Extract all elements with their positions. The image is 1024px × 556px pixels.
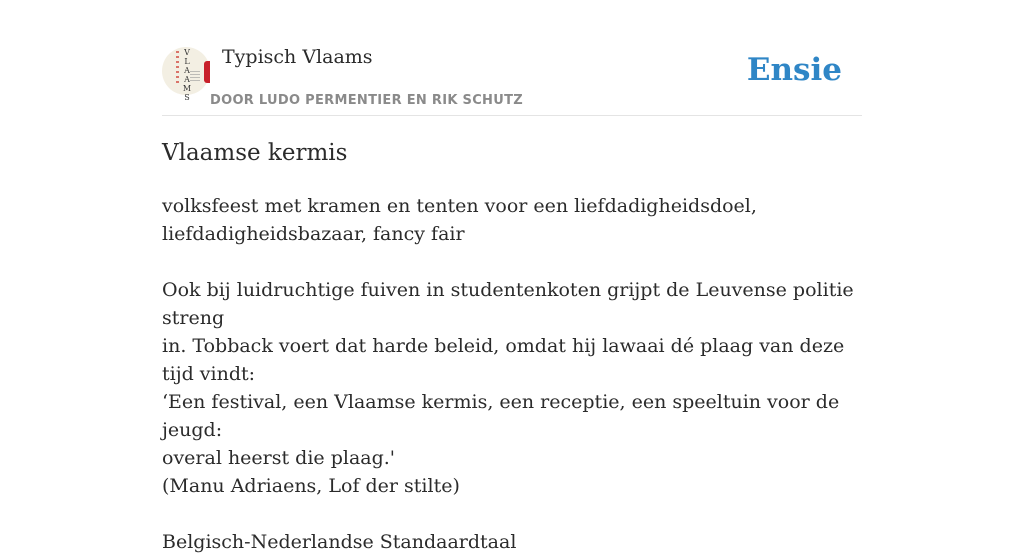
spacer bbox=[162, 500, 862, 528]
language-label: Belgisch-Nederlandse Standaardtaal bbox=[162, 531, 517, 553]
cover-red-tab bbox=[204, 61, 210, 83]
definition-line: liefdadigheidsbazaar, fancy fair bbox=[162, 223, 465, 245]
quote-line: overal heerst die plaag.' bbox=[162, 447, 396, 469]
quote-line: Ook bij luidruchtige fuiven in studentenkoten grijpt de Leuvense politie streng bbox=[162, 279, 854, 329]
quote-source: (Manu Adriaens, Lof der stilte) bbox=[162, 475, 460, 497]
book-authors: DOOR LUDO PERMENTIER EN RIK SCHUTZ bbox=[210, 93, 523, 108]
entry-content bbox=[162, 192, 862, 556]
spacer bbox=[162, 248, 862, 276]
quote-line: ‘Een festival, een Vlaamse kermis, een receptie, een speeltuin voor de jeugd: bbox=[162, 391, 840, 441]
ensie-logo-link[interactable]: Ensie bbox=[746, 52, 842, 88]
definition-line: volksfeest met kramen en tenten voor een liefdadigheidsdoel, bbox=[162, 195, 757, 217]
header bbox=[162, 0, 862, 116]
cover-lines bbox=[190, 71, 200, 81]
book-title[interactable]: Typisch Vlaams bbox=[222, 46, 373, 68]
entry-page bbox=[162, 0, 862, 553]
cover-letters: V L A A M S bbox=[182, 48, 192, 102]
entry-title: Vlaamse kermis bbox=[162, 140, 348, 166]
book-cover-avatar[interactable] bbox=[162, 47, 210, 102]
quote-line: in. Tobback voert dat harde beleid, omdat hij lawaai dé plaag van deze tijd vindt: bbox=[162, 335, 845, 385]
